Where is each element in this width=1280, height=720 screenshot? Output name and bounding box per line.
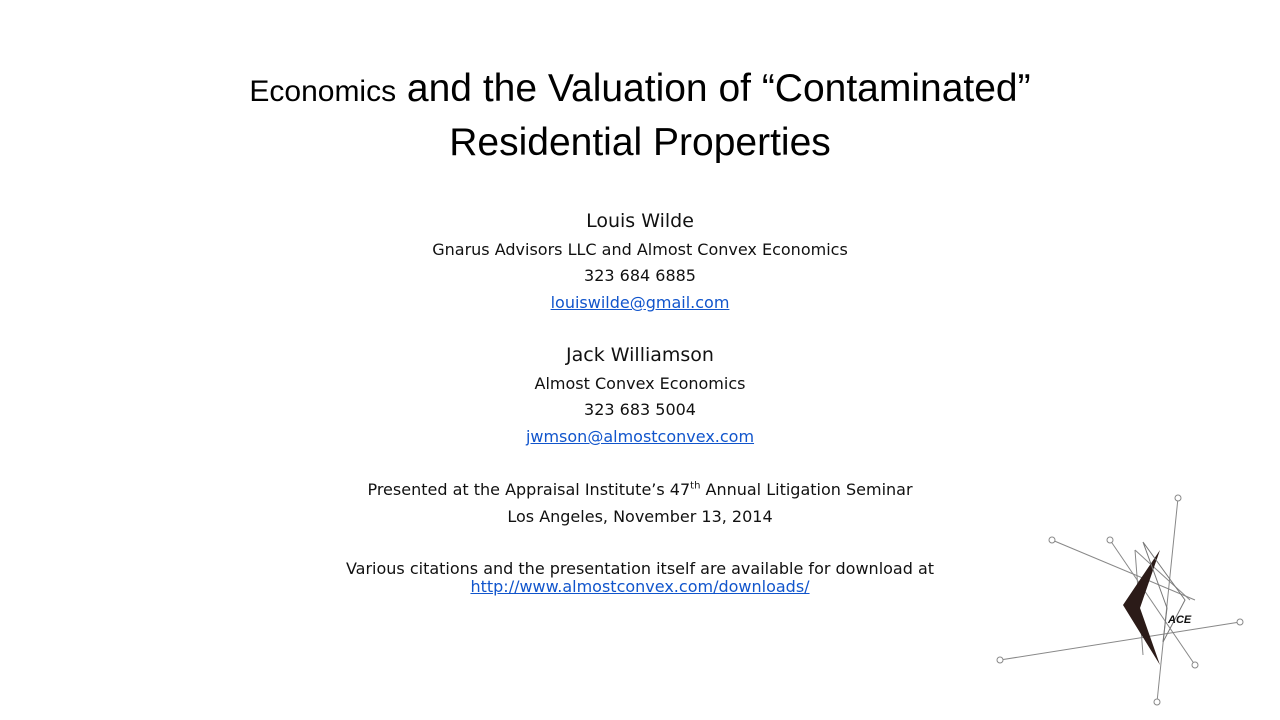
- author-1-affiliation: Gnarus Advisors LLC and Almost Convex Economics: [432, 240, 848, 259]
- presented-suffix: Annual Litigation Seminar: [700, 480, 913, 499]
- author-2-email-link[interactable]: jwmson@almostconvex.com: [525, 427, 755, 446]
- presented-sup: th: [690, 480, 701, 492]
- downloads-text: Various citations and the presentation itself are available for download at: [345, 559, 935, 578]
- author-2-phone: 323 683 5004: [584, 400, 696, 419]
- title-rest: and the Valuation of “Contaminated”: [396, 67, 1031, 110]
- presented-prefix: Presented at the Appraisal Institute’s 47: [367, 480, 691, 499]
- author-1-phone: 323 684 6885: [584, 266, 696, 285]
- author-2-email-row: [0, 427, 1280, 446]
- title-economics: Economics: [249, 75, 397, 108]
- downloads-link[interactable]: http://www.almostconvex.com/downloads/: [470, 577, 810, 596]
- author-2-name: Jack Williamson: [566, 344, 714, 366]
- author-1-email-row: [0, 293, 1280, 312]
- author-1-email-link[interactable]: louiswilde@gmail.com: [550, 293, 730, 312]
- title-line-1: [0, 66, 1280, 120]
- title-line-2: Residential Properties: [449, 121, 831, 164]
- presented-location-date: Los Angeles, November 13, 2014: [507, 507, 773, 526]
- author-2-affiliation: Almost Convex Economics: [534, 374, 746, 393]
- ace-logo-text: ACE: [1168, 614, 1192, 626]
- ace-logo-icon: [985, 480, 1245, 715]
- slide-title: [0, 66, 1280, 166]
- author-1-name: Louis Wilde: [586, 210, 694, 232]
